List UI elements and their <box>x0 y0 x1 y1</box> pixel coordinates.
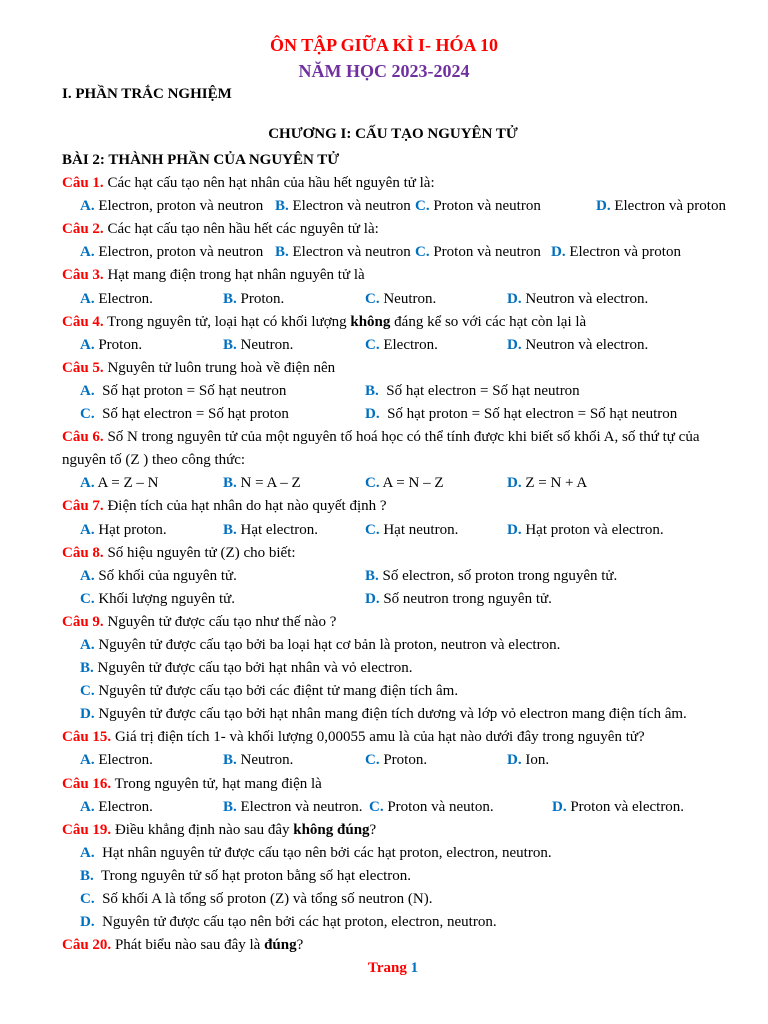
question-number: Câu 16. <box>62 775 112 792</box>
question-text: Nguyên tử luôn trung hoà về điện nên <box>103 359 336 376</box>
option-a: A. Electron. <box>80 752 153 769</box>
option-d: D. Hạt proton và electron. <box>507 521 664 538</box>
school-year: NĂM HỌC 2023-2024 <box>298 61 470 81</box>
question <box>62 426 742 449</box>
option-c: C. Electron. <box>365 336 438 353</box>
option-c: C. A = N – Z <box>365 475 444 492</box>
option-a: A. Nguyên tử được cấu tạo bởi ba loại hạt cơ bản là proton, neutron và electron. <box>80 636 561 653</box>
options-row <box>62 565 742 588</box>
option-a: A. Hạt proton. <box>80 521 167 538</box>
options-row <box>62 403 742 426</box>
option-d: D. Proton và electron. <box>552 798 685 815</box>
option-b: B. Hạt electron. <box>223 521 318 538</box>
question <box>62 172 742 195</box>
question-number: Câu 5. <box>62 359 104 376</box>
option-b: B. Số electron, số proton trong nguyên tử. <box>365 567 618 584</box>
question-text: Số N trong nguyên tử của một nguyên tố hoá học có thể tính được khi biết số khối A, số thứ tự của <box>103 429 700 446</box>
lesson-heading: BÀI 2: THÀNH PHẦN CỦA NGUYÊN TỬ <box>62 152 340 168</box>
option-d: D. Ion. <box>507 752 550 769</box>
option-d: D. Electron và proton <box>596 198 726 215</box>
question-number: Câu 1. <box>62 175 104 192</box>
option-b: B. Electron và neutron <box>275 198 411 215</box>
page-footer <box>0 960 768 977</box>
question-number: Câu 20. <box>62 937 112 954</box>
question <box>62 726 742 749</box>
question-text: Các hạt cấu tạo nên hạt nhân của hầu hết nguyên tử là: <box>103 175 435 192</box>
option-d: D. Neutron và electron. <box>507 336 649 353</box>
option-d: D. Nguyên tử được cấu tạo nên bởi các hạt proton, electron, neutron. <box>80 914 497 931</box>
option-c: C. Neutron. <box>365 290 437 307</box>
question-number: Câu 8. <box>62 544 104 561</box>
question-text-continued: nguyên tố (Z ) theo công thức: <box>62 452 246 469</box>
question: Câu 19. Điều khẳng định nào sau đây không đúng? <box>62 821 377 838</box>
option-a: A. Electron, proton và neutron <box>80 244 264 261</box>
option-d: D. Nguyên tử được cấu tạo bởi hạt nhân mang điện tích dương và lớp vỏ electron mang điện tích âm. <box>80 706 687 723</box>
options-row <box>62 588 742 611</box>
options-row <box>62 519 742 542</box>
section-heading: I. PHẦN TRẮC NGHIỆM <box>62 86 232 102</box>
option-d: D. Số neutron trong nguyên tử. <box>365 590 552 607</box>
question-text: Trong nguyên tử, hạt mang điện là <box>111 775 322 792</box>
question-text: Số hiệu nguyên tử (Z) cho biết: <box>103 544 296 561</box>
question-number: Câu 19. <box>62 821 112 838</box>
question-number: Câu 2. <box>62 221 104 238</box>
option-b: B. Trong nguyên tử số hạt proton bằng số hạt electron. <box>80 867 412 884</box>
option-b: B. Nguyên tử được cấu tạo bởi hạt nhân và vỏ electron. <box>80 660 413 677</box>
question <box>62 218 742 241</box>
question <box>62 542 742 565</box>
emphasis: không <box>350 313 391 330</box>
question-number: Câu 9. <box>62 613 104 630</box>
option-a: A. Hạt nhân nguyên tử được cấu tạo nên bởi các hạt proton, electron, neutron. <box>80 844 552 861</box>
question-text: Điện tích của hạt nhân do hạt nào quyết định ? <box>103 498 387 515</box>
options-row <box>62 288 742 311</box>
question <box>62 611 742 634</box>
option-c: C. Proton và neutron <box>415 244 541 261</box>
option-c: C. Số hạt electron = Số hạt proton <box>80 406 289 423</box>
question-number: Câu 4. <box>62 313 104 330</box>
page-label: Trang <box>367 960 407 976</box>
question-text: Nguyên tử được cấu tạo như thế nào ? <box>103 613 337 630</box>
options-row <box>62 195 742 218</box>
option-d: D. Z = N + A <box>507 475 588 492</box>
option-d: D. Số hạt proton = Số hạt electron = Số hạt neutron <box>365 406 678 423</box>
option-a: A. Electron. <box>80 798 153 815</box>
option-b: B. Proton. <box>223 290 285 307</box>
option-c: C. Proton. <box>365 752 428 769</box>
question <box>62 773 742 796</box>
option-d: D. Neutron và electron. <box>507 290 649 307</box>
question <box>62 357 742 380</box>
question <box>62 264 742 287</box>
option-a: A. Số hạt proton = Số hạt neutron <box>80 382 287 399</box>
options-row <box>62 796 742 819</box>
options-row <box>62 380 742 403</box>
page-number: 1 <box>410 960 419 976</box>
emphasis: đúng <box>264 937 297 954</box>
option-a: A. Proton. <box>80 336 143 353</box>
option-c: C. Khối lượng nguyên tử. <box>80 590 236 607</box>
question-text: Giá trị điện tích 1- và khối lượng 0,00055 amu là của hạt nào dưới đây trong nguyên tử? <box>111 729 645 746</box>
option-c: C. Số khối A là tổng số proton (Z) và tổng số neutron (N). <box>80 891 433 907</box>
options-row <box>62 334 742 357</box>
option-a: A. Electron, proton và neutron <box>80 198 264 215</box>
option-b: B. Electron và neutron. <box>223 798 363 815</box>
question-list <box>62 149 742 957</box>
question-number: Câu 6. <box>62 429 104 446</box>
option-b: B. Neutron. <box>223 336 294 353</box>
chapter-heading: CHƯƠNG I: CẤU TẠO NGUYÊN TỬ <box>268 126 518 142</box>
question-number: Câu 7. <box>62 498 104 515</box>
option-a: A. Electron. <box>80 290 153 307</box>
question <box>62 495 742 518</box>
option-c: C. Proton và neutron <box>415 198 541 215</box>
option-b: B. Neutron. <box>223 752 294 769</box>
question-number: Câu 15. <box>62 729 112 746</box>
option-b: B. Electron và neutron <box>275 244 411 261</box>
question: Câu 4. Trong nguyên tử, loại hạt có khối lượng không đáng kể so với các hạt còn lại là <box>62 313 587 330</box>
question-number: Câu 3. <box>62 267 104 284</box>
option-b: B. N = A – Z <box>223 475 301 492</box>
option-a: A. Số khối của nguyên tử. <box>80 567 237 584</box>
options-row <box>62 749 742 772</box>
option-c: C. Proton và neuton. <box>369 798 494 815</box>
options-row <box>62 241 742 264</box>
option-d: D. Electron và proton <box>551 244 681 261</box>
options-row <box>62 472 742 495</box>
option-c: C. Nguyên tử được cấu tạo bởi các điệnt tử mang điện tích âm. <box>80 683 459 700</box>
question-text: Hạt mang điện trong hạt nhân nguyên tử là <box>103 267 365 284</box>
emphasis: không đúng <box>293 821 370 838</box>
document-title: ÔN TẬP GIỮA KÌ I- HÓA 10 <box>269 35 499 55</box>
option-b: B. Số hạt electron = Số hạt neutron <box>365 382 580 399</box>
question-text: Các hạt cấu tạo nên hầu hết các nguyên tử là: <box>103 221 379 238</box>
question: Câu 20. Phát biểu nào sau đây là đúng? <box>62 937 304 954</box>
option-a: A. A = Z – N <box>80 475 159 492</box>
option-c: C. Hạt neutron. <box>365 521 459 538</box>
